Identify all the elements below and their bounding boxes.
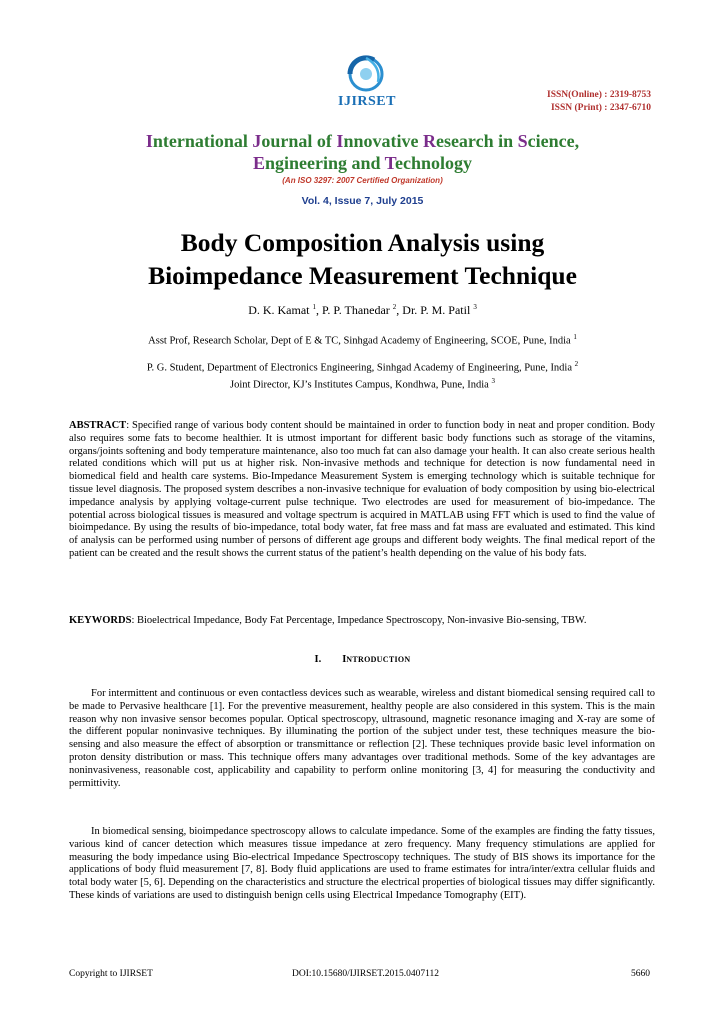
issn-print: ISSN (Print) : 2347-6710: [550, 103, 651, 113]
author-affiliation-mark: 3: [473, 303, 477, 311]
footer-doi: DOI:10.15680/IJIRSET.2015.0407112: [292, 969, 439, 979]
paper-title-line1: Body Composition Analysis using: [180, 228, 545, 257]
author-name: D. K. Kamat: [248, 303, 313, 317]
journal-title-word: echnology: [395, 153, 473, 173]
journal-title-word: ournal of: [261, 131, 337, 151]
volume-issue: Vol. 4, Issue 7, July 2015: [301, 195, 424, 207]
footer-copyright: Copyright to IJIRSET: [69, 969, 153, 979]
author-name: , P. P. Thanedar: [316, 303, 393, 317]
journal-logo: [326, 52, 406, 122]
journal-title-capital: J: [252, 131, 262, 151]
abstract-text: : Specified range of various body content should be maintained in order to function body in neat and proper condition. Body also requires some fats to become healthier. It is utmost important for different basic body functions such as storage of the vitamins, organs/joints softening and body temperature maintenance, also too much fat can also damage your health. It can also create serious health related conditions which will put us at higher risk. Non-invasive methods and technique for detection is now fundamental need in biomedical field and health care systems. Bio-Impedance Measurement System is emerging technology which is suitable technique for tissue level diagnosis. The proposed system describes a non-invasive technique for evaluation of body composition by using bio-electrical impedance analysis by applying voltage-current pulse technique. Two electrodes are used for measurement of bio-impedance. The potential across biological tissues is measured and voltage spectrum is acquired in MATLAB using FFT which is used to find the value of bioimpedance. By using the results of bio-impedance, total body water, fat free mass and fat mass are evaluated and estimated. This kind of analysis can be performed using number of persons of different age groups and different body weights. The final medical report of the patient can be created and the result shows the current status of the patient’s health depending on the value of his body fats.: [69, 420, 655, 559]
paper-title-line2: Bioimpedance Measurement Technique: [148, 261, 577, 290]
intro-paragraph-2: In biomedical sensing, bioimpedance spectroscopy allows to calculate impedance. Some of the examples are finding the fatty tissues, various kind of cancer detection which measures tissue impedance at zero frequency. Many frequency stimulations are applied for measuring the body impedance using Bio-electrical Impedance Spectroscopy techniques. The study of BIS shows its importance for the applications of body fluid measurement [7, 8]. Body fluid applications are used to frame estimates for intra/inter/extra cellular fluids and total body water [5, 6]. Depending on the characteristics and structure the electrical properties of biological tissues may differ significantly. These kinds of variations are used to distinguish benign cells using Electrical Impedance Tomography (EIT).: [69, 826, 655, 901]
journal-title-capital: I: [145, 131, 153, 151]
author-affiliation-mark: 1: [312, 303, 317, 311]
journal-title-capital: I: [336, 131, 344, 151]
journal-title-word: nternational: [152, 131, 253, 151]
section-heading-introduction: I. INTRODUCTION: [314, 654, 411, 665]
keywords: [69, 615, 655, 628]
affiliation-2: P. G. Student, Department of Electronics Engineering, Sinhgad Academy of Engineering, Pune, India $^2$: [146, 360, 579, 374]
footer-page-number: 5660: [631, 969, 650, 979]
journal-title-word: cience,: [527, 131, 580, 151]
journal-title-word: esearch in: [435, 131, 518, 151]
intro-paragraph-1: For intermittent and continuous or even contactless devices such as wearable, wireless and distant biomedical sensing required call to be made to Pervasive healthcare [1]. For the preventive measurement, healthy people are also considered in this system. This is the main reason why non invasive sensor becomes popular. Optical spectroscopy, ultrasound, magnetic resonance imaging and X-ray are some of the different popular noninvasive techniques. By illuminating the portion of the subject under test, these techniques measure the bio-sensing and also measure the effect of absorption or transmittance or reflection [2]. These techniques provide basic level information on proton density distribution or mass. This technique offers many advantages over traditional methods. Some of the key advantages are noninvasiveness, reasonable cost, applicability and capability to perform online monitoring [3, 4] for measuring the conductivity and permittivity.: [69, 688, 655, 789]
keywords-text: : Bioelectrical Impedance, Body Fat Percentage, Impedance Spectroscopy, Non-invasive Bio-sensing, TBW.: [131, 615, 587, 626]
logo-text: IJIRSET: [338, 94, 396, 109]
journal-title-word: nnovative: [343, 131, 423, 151]
affiliation-1: Asst Prof, Research Scholar, Dept of E & TC, Sinhgad Academy of Engineering, SCOE, Pune, India $^1$: [148, 333, 577, 347]
journal-title-word: ngineering and: [264, 153, 385, 173]
paper-title: [60, 226, 665, 292]
issn-online: ISSN(Online) : 2319-8753: [547, 90, 651, 100]
issn-block: [547, 89, 651, 115]
journal-title-line1: [0, 130, 725, 152]
affiliation-3: Joint Director, KJ’s Institutes Campus, Kondhwa, Pune, India $^3$: [230, 377, 495, 391]
keywords-label: KEYWORDS: [69, 615, 132, 626]
journal-title: [0, 130, 725, 174]
journal-title-line2: [0, 152, 725, 174]
author-name: , Dr. P. M. Patil: [396, 303, 474, 317]
journal-title-capital: T: [384, 153, 396, 173]
abstract: [69, 420, 655, 561]
journal-title-capital: E: [252, 153, 265, 173]
certification-note: (An ISO 3297: 2007 Certified Organization): [282, 176, 443, 185]
author-list: [0, 303, 725, 318]
author-affiliation-mark: 2: [392, 303, 397, 311]
journal-title-capital: S: [517, 131, 528, 151]
abstract-label: ABSTRACT: [69, 420, 127, 431]
journal-title-capital: R: [422, 131, 436, 151]
